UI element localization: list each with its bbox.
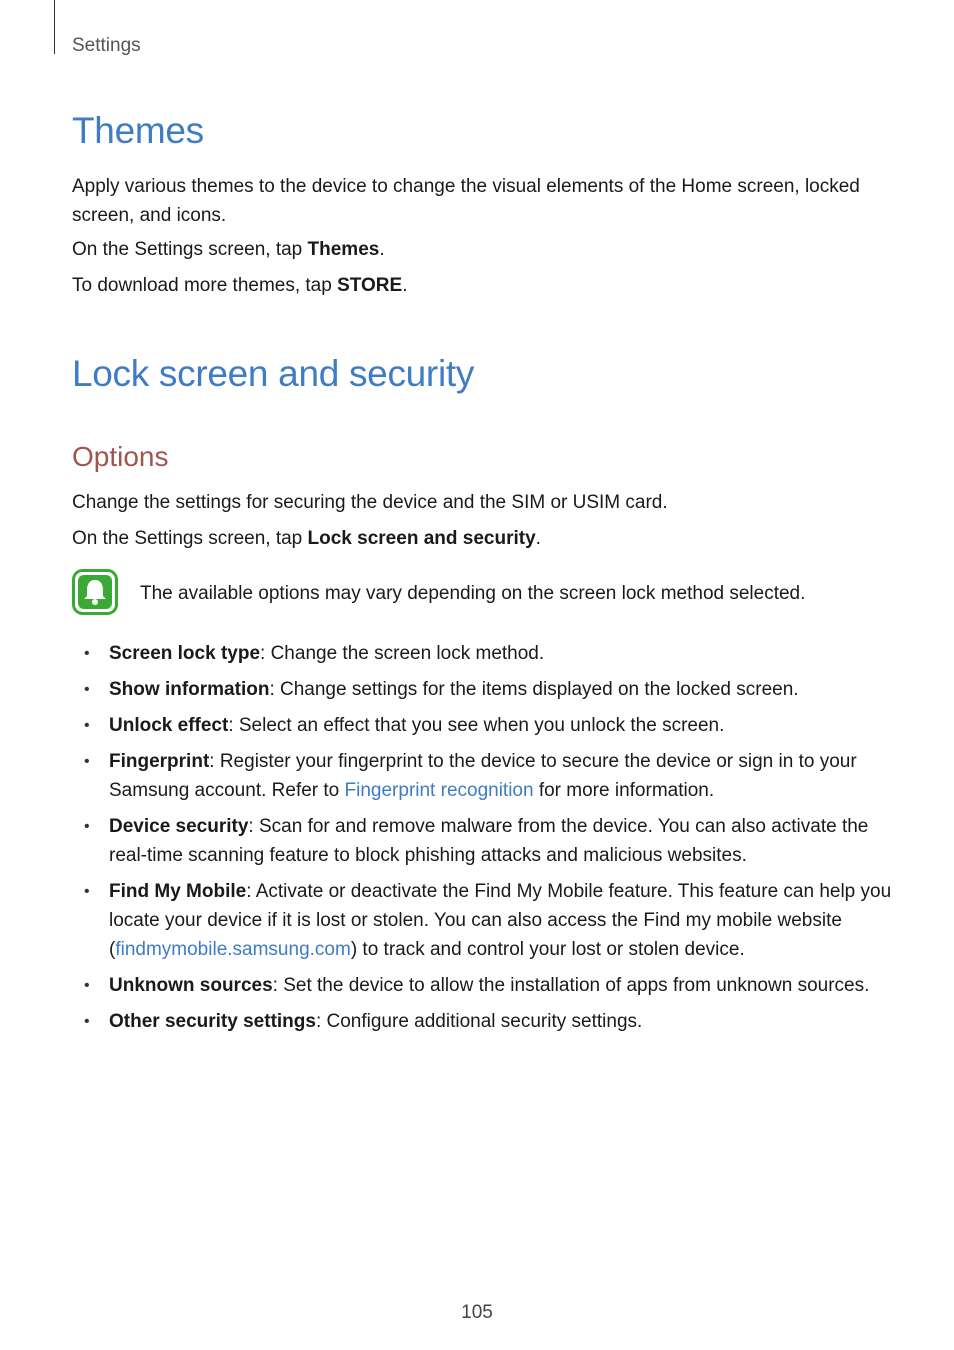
item-text: for more information. [533,780,715,801]
item-term: Fingerprint [109,751,210,772]
themes-step-1 [72,235,892,264]
bullet: • [84,717,90,734]
step-text: To download more themes, tap [72,275,338,296]
bullet: • [84,753,90,770]
item-term: Unknown sources [109,975,273,996]
step-text: . [379,239,385,260]
lock-screen-heading: Lock screen and security [72,353,475,394]
item-term: Other security settings [109,1011,316,1032]
lock-step [72,524,892,553]
item-term: Find My Mobile [109,881,247,902]
list-item-other-security-settings [72,1007,892,1036]
bullet: • [84,818,90,835]
item-text: : Select an effect that you see when you unlock the screen. [228,715,725,736]
item-text: : Scan for and remove malware from the device. You can also activate the real-time scanning feature to block phishing attacks and malicious websites. [109,816,869,866]
fingerprint-recognition-link[interactable]: Fingerprint recognition [344,780,534,801]
item-text: ) to track and control your lost or stolen device. [350,939,745,960]
item-text: : Set the device to allow the installation of apps from unknown sources. [272,975,870,996]
step-bold: Themes [307,239,380,260]
running-header: Settings [72,35,141,56]
margin-rule [54,0,55,54]
list-item-screen-lock-type [72,639,892,668]
item-text: : Change the screen lock method. [260,643,545,664]
lock-description: Change the settings for securing the device and the SIM or USIM card. [72,492,668,513]
themes-heading: Themes [72,110,204,151]
findmymobile-link[interactable]: findmymobile.samsung.com [115,939,351,960]
item-text: : Activate or deactivate the Find My Mobile feature. This feature can help you locate your device if it is lost or stolen. You can also access the Find my mobile website ( [109,881,892,960]
list-item-unknown-sources [72,971,892,1000]
bullet: • [84,681,90,698]
list-item-device-security [72,812,892,870]
options-subheading: Options [72,441,169,472]
note-text: The available options may vary depending on the screen lock method selected. [140,583,806,604]
item-term: Screen lock type [109,643,261,664]
bell-icon [72,569,118,615]
list-item-show-information [72,675,892,704]
item-term: Device security [109,816,249,837]
item-text: : Change settings for the items displayed on the locked screen. [269,679,799,700]
step-text: On the Settings screen, tap [72,239,308,260]
bullet: • [84,977,90,994]
step-text: On the Settings screen, tap [72,528,308,549]
list-item-unlock-effect [72,711,892,740]
item-term: Show information [109,679,270,700]
item-text: : Register your fingerprint to the device to secure the device or sign in to your Samsung account. Refer to [109,751,857,801]
item-text: : Configure additional security settings. [315,1011,643,1032]
options-list [72,639,892,1043]
list-item-find-my-mobile [72,877,892,964]
list-item-fingerprint [72,747,892,805]
themes-description: Apply various themes to the device to change the visual elements of the Home screen, locked screen, and icons. [72,176,860,226]
bullet: • [84,1013,90,1030]
step-text: . [535,528,541,549]
step-bold: Lock screen and security [307,528,536,549]
step-bold: STORE [337,275,403,296]
bullet: • [84,645,90,662]
bullet: • [84,883,90,900]
item-term: Unlock effect [109,715,229,736]
step-text: . [402,275,408,296]
themes-step-2 [72,271,892,300]
page-number: 105 [461,1302,493,1323]
